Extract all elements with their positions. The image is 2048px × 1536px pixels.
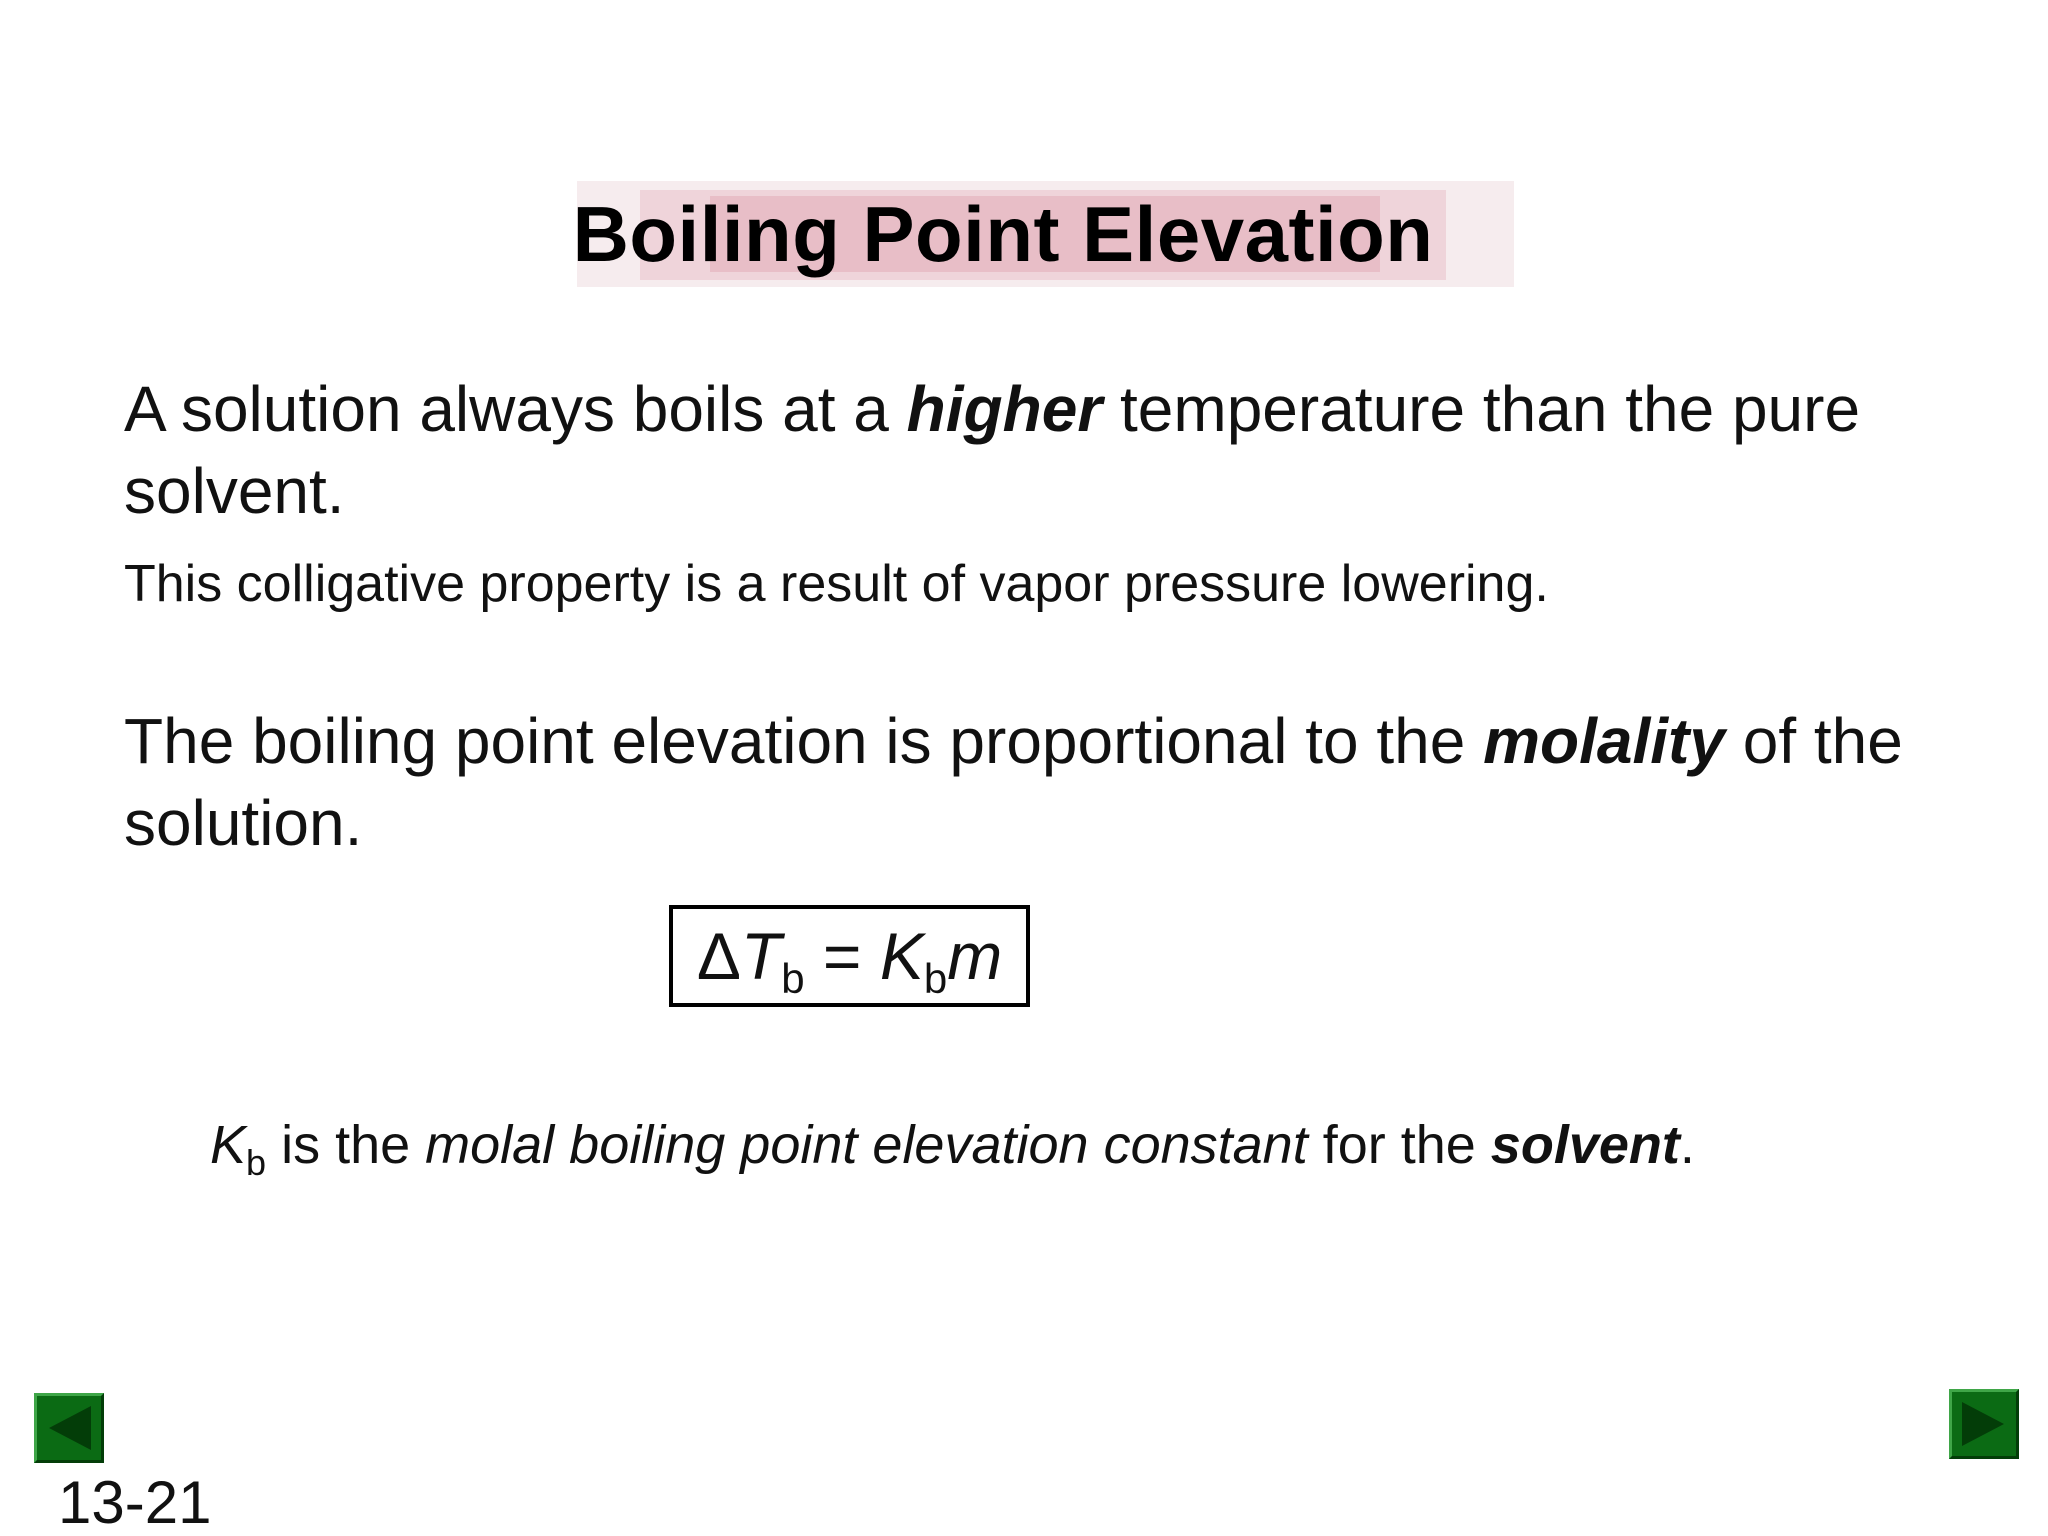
slide-number: 13-21 [58,1469,212,1536]
note-k: K [210,1115,247,1175]
triangle-right-icon [1952,1392,2016,1456]
paragraph-higher-temperature [124,368,1904,532]
formula-t: T [740,919,782,993]
slide-title: Boiling Point Elevation [572,190,1434,278]
formula-t-subscript: b [781,955,805,1002]
note-k-subscript: b [246,1142,267,1183]
note-bold-solvent: solvent [1490,1115,1680,1175]
paragraph-colligative-property: This colligative property is a result of vapor pressure lowering. [124,555,1549,613]
note-italic-term: molal boiling point elevation constant [425,1115,1308,1175]
next-slide-button[interactable] [1949,1389,2019,1459]
paragraph-text: A solution always boils at a [124,373,907,445]
formula-k-subscript: b [923,955,948,1002]
formula-k: K [879,919,924,993]
note-text: for the [1307,1115,1491,1175]
previous-slide-button[interactable] [34,1393,104,1463]
emphasis-higher: higher [906,373,1103,445]
formula-equals: = [804,919,880,993]
paragraph-text: The boiling point elevation is proportional to the [124,705,1484,777]
formula-delta: Δ [696,919,741,993]
kb-definition-note [210,1110,1910,1183]
paragraph-molality [124,700,1904,864]
paragraph-text: temperature than the pure solvent. [124,373,1861,527]
note-text: is the [266,1115,426,1175]
triangle-left-icon [37,1396,101,1460]
formula-box [669,905,1030,1007]
note-end: . [1679,1115,1695,1175]
formula-m: m [947,919,1003,993]
paragraph-text: of the solution. [124,705,1903,859]
emphasis-molality: molality [1483,705,1725,777]
